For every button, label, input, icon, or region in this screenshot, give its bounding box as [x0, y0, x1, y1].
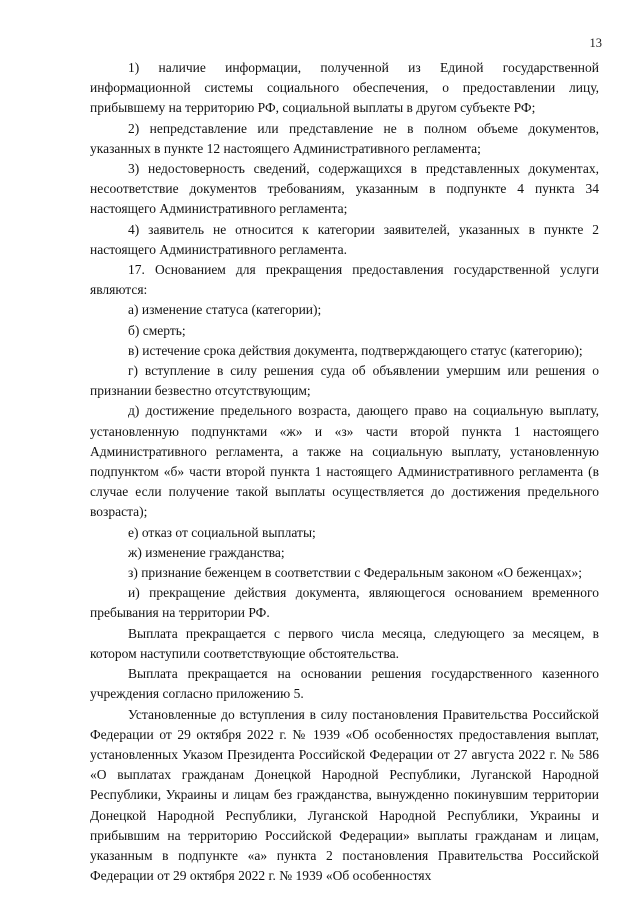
- paragraph-item-v: в) истечение срока действия документа, подтверждающего статус (категорию);: [128, 342, 583, 358]
- paragraph-established-payments: Установленные до вступления в силу постановления Правительства Российской Федерации от 29 октября 2022 г. № 1939 «Об особенностях предоставления выплат, установленных Указом Президента Российской Федерации от 27 августа 2022 г. № 586 «О выплатах гражданам Донецкой Народной Республики, Луганской Народной Республики, Украины и лицам без гражданства, вынужденно покинувшим территории Донецкой Народной Республики, Луганской Народной Республики, Украины и прибывшим на территорию Российской Федерации» выплаты гражданам и лицам, указанным в подпункте «а» пункта 2 постановления Правительства Российской Федерации от 29 октября 2022 г. № 1939 «Об особенностях: [90, 706, 599, 884]
- paragraph-item-g: г) вступление в силу решения суда об объявлении умершим или решения о признании безвестно отсутствующим;: [90, 363, 599, 399]
- paragraph-payment-stop-date: Выплата прекращается с первого числа месяца, следующего за месяцем, в котором наступили соответствующие обстоятельства.: [90, 625, 599, 661]
- paragraph-item-z: з) признание беженцем в соответствии с Федеральным законом «О беженцах»;: [128, 565, 583, 581]
- paragraph-item-i: и) прекращение действия документа, являющегося основанием временного пребывания на территории РФ.: [90, 585, 599, 621]
- paragraph-item-3: 3) недостоверность сведений, содержащихся в представленных документах, несоответствие документов требованиям, указанным в подпункте 4 пункта 34 настоящего Административного регламента;: [90, 161, 599, 217]
- paragraph-item-4: 4) заявитель не относится к категории заявителей, указанных в пункте 2 настоящего Административного регламента.: [90, 221, 599, 257]
- paragraph-payment-stop-basis: Выплата прекращается на основании решения государственного казенного учреждения согласно приложению 5.: [90, 666, 599, 702]
- paragraph-item-1: 1) наличие информации, полученной из Единой государственной информационной системы социального обеспечения, о предоставлении лицу, прибывшему на территорию РФ, социальной выплаты в другом субъекте РФ;: [90, 60, 599, 116]
- paragraph-item-d: д) достижение предельного возраста, дающего право на социальную выплату, установленную подпунктами «ж» и «з» части второй пункта 1 настоящего Административного регламента, а также на социальную выплату, установленную подпунктом «б» части второй пункта 1 настоящего Административного регламента (в случае если получение такой выплаты осуществляется до достижения предельного возраста);: [90, 403, 599, 520]
- paragraph-17-heading: 17. Основанием для прекращения предоставления государственной услуги являются:: [90, 262, 599, 298]
- page-number: 13: [589, 36, 602, 50]
- paragraph-item-2: 2) непредставление или представление не в полном объеме документов, указанных в пункте 12 настоящего Административного регламента;: [90, 120, 599, 156]
- paragraph-item-e: е) отказ от социальной выплаты;: [128, 524, 316, 540]
- paragraph-item-zh: ж) изменение гражданства;: [128, 544, 285, 560]
- document-body: [90, 58, 599, 886]
- paragraph-item-b: б) смерть;: [128, 322, 186, 338]
- paragraph-item-a: а) изменение статуса (категории);: [128, 302, 322, 318]
